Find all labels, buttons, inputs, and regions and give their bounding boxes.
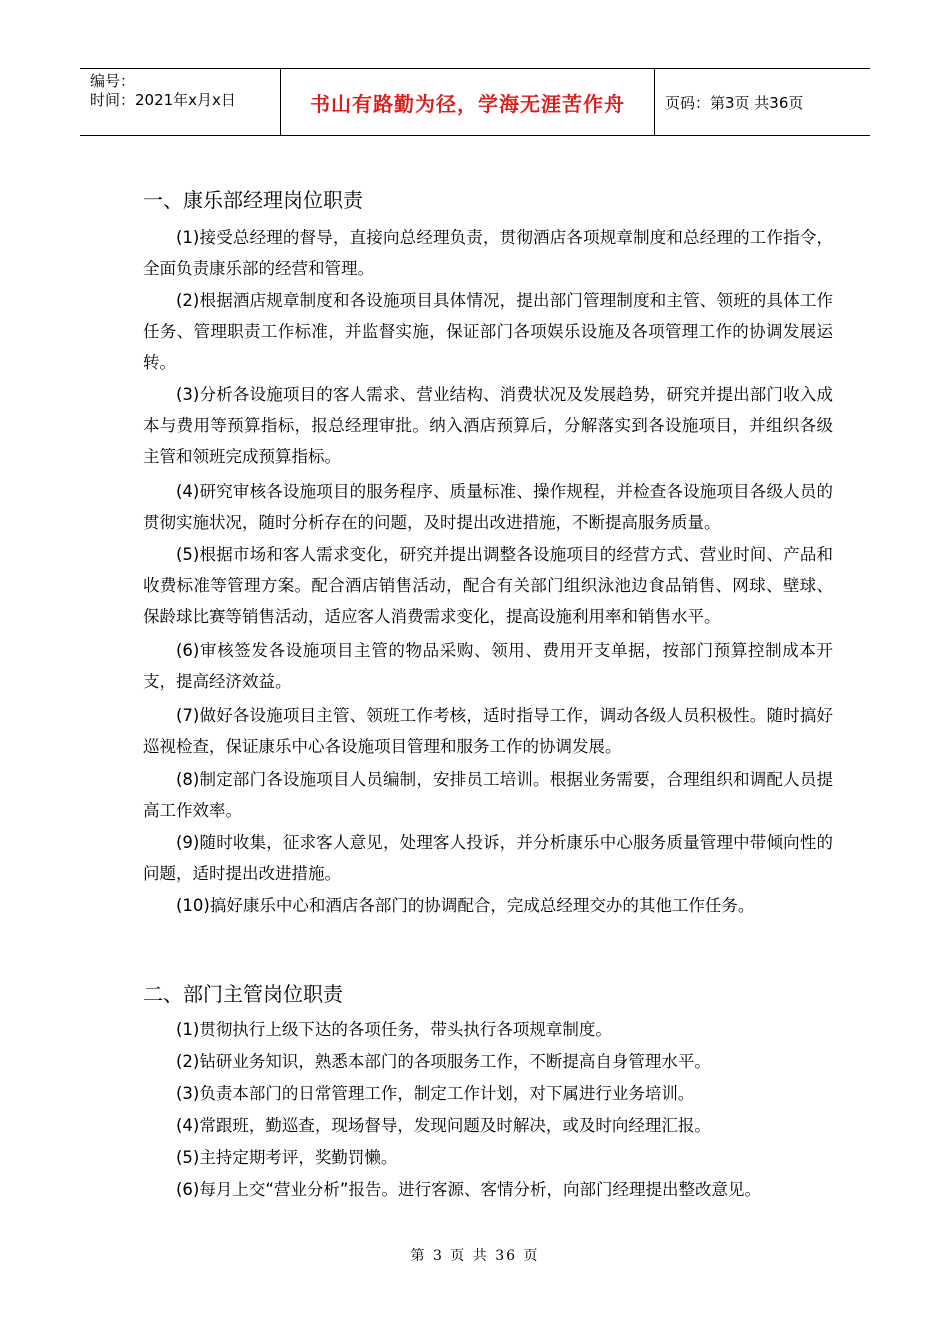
- header-meta: [80, 69, 281, 135]
- supervisor-duty-3: (3)负责本部门的日常管理工作，制定工作计划，对下属进行业务培训。: [176, 1084, 695, 1103]
- supervisor-duty-2: (2)钻研业务知识，熟悉本部门的各项服务工作，不断提高自身管理水平。: [176, 1052, 711, 1071]
- supervisor-duty-5: (5)主持定期考评，奖勤罚懒。: [176, 1148, 398, 1167]
- manager-duty-8: (8)制定部门各设施项目人员编制，安排员工培训。根据业务需要，合理组织和调配人员提高工作效率。: [143, 770, 833, 821]
- manager-duty-2: (2)根据酒店规章制度和各设施项目具体情况，提出部门管理制度和主管、领班的具体工作任务、管理职责工作标准，并监督实施，保证部门各项娱乐设施及各项管理工作的协调发展运转。: [143, 291, 833, 373]
- manager-duty-6: (6)审核签发各设施项目主管的物品采购、领用、费用开支单据，按部门预算控制成本开支，提高经济效益。: [143, 641, 833, 692]
- manager-duty-7: (7)做好各设施项目主管、领班工作考核，适时指导工作，调动各级人员积极性。随时搞好巡视检查，保证康乐中心各设施项目管理和服务工作的协调发展。: [143, 706, 833, 757]
- supervisor-duty-6: (6)每月上交“营业分析”报告。进行客源、客情分析，向部门经理提出整改意见。: [176, 1180, 761, 1199]
- document-date: 时间：2021年x月x日: [90, 91, 236, 109]
- manager-duty-10: (10)搞好康乐中心和酒店各部门的协调配合，完成总经理交办的其他工作任务。: [176, 896, 755, 915]
- section-title-manager: 一、康乐部经理岗位职责: [143, 188, 363, 212]
- page-footer: 第 3 页 共 36 页: [410, 1248, 540, 1264]
- manager-duty-4: (4)研究审核各设施项目的服务程序、质量标准、操作规程，并检查各设施项目各级人员的贯彻实施状况，随时分析存在的问题，及时提出改进措施，不断提高服务质量。: [143, 482, 833, 533]
- section-title-supervisor: 二、部门主管岗位职责: [143, 982, 343, 1006]
- document-number-label: 编号：: [90, 72, 136, 90]
- supervisor-duty-1: (1)贯彻执行上级下达的各项任务，带头执行各项规章制度。: [176, 1020, 612, 1039]
- supervisor-duty-4: (4)常跟班，勤巡查，现场督导，发现问题及时解决，或及时向经理汇报。: [176, 1116, 711, 1135]
- manager-duty-5: (5)根据市场和客人需求变化，研究并提出调整各设施项目的经营方式、营业时间、产品和收费标准等管理方案。配合酒店销售活动，配合有关部门组织泳池边食品销售、网球、壁球、保龄球比赛等销售活动，适应客人消费需求变化，提高设施利用率和销售水平。: [143, 545, 833, 627]
- manager-duty-3: (3)分析各设施项目的客人需求、营业结构、消费状况及发展趋势，研究并提出部门收入成本与费用等预算指标，报总经理审批。纳入酒店预算后，分解落实到各设施项目，并组织各级主管和领班完成预算指标。: [143, 385, 833, 467]
- header-motto: 书山有路勤为径，学海无涯苦作舟: [281, 69, 655, 135]
- document-header: [80, 68, 870, 136]
- header-page-info: 页码：第3页 共36页: [665, 93, 804, 112]
- manager-duty-1: (1)接受总经理的督导，直接向总经理负责，贯彻酒店各项规章制度和总经理的工作指令，全面负责康乐部的经营和管理。: [143, 228, 833, 279]
- manager-duty-9: (9)随时收集，征求客人意见，处理客人投诉，并分析康乐中心服务质量管理中带倾向性的问题，适时提出改进措施。: [143, 833, 833, 884]
